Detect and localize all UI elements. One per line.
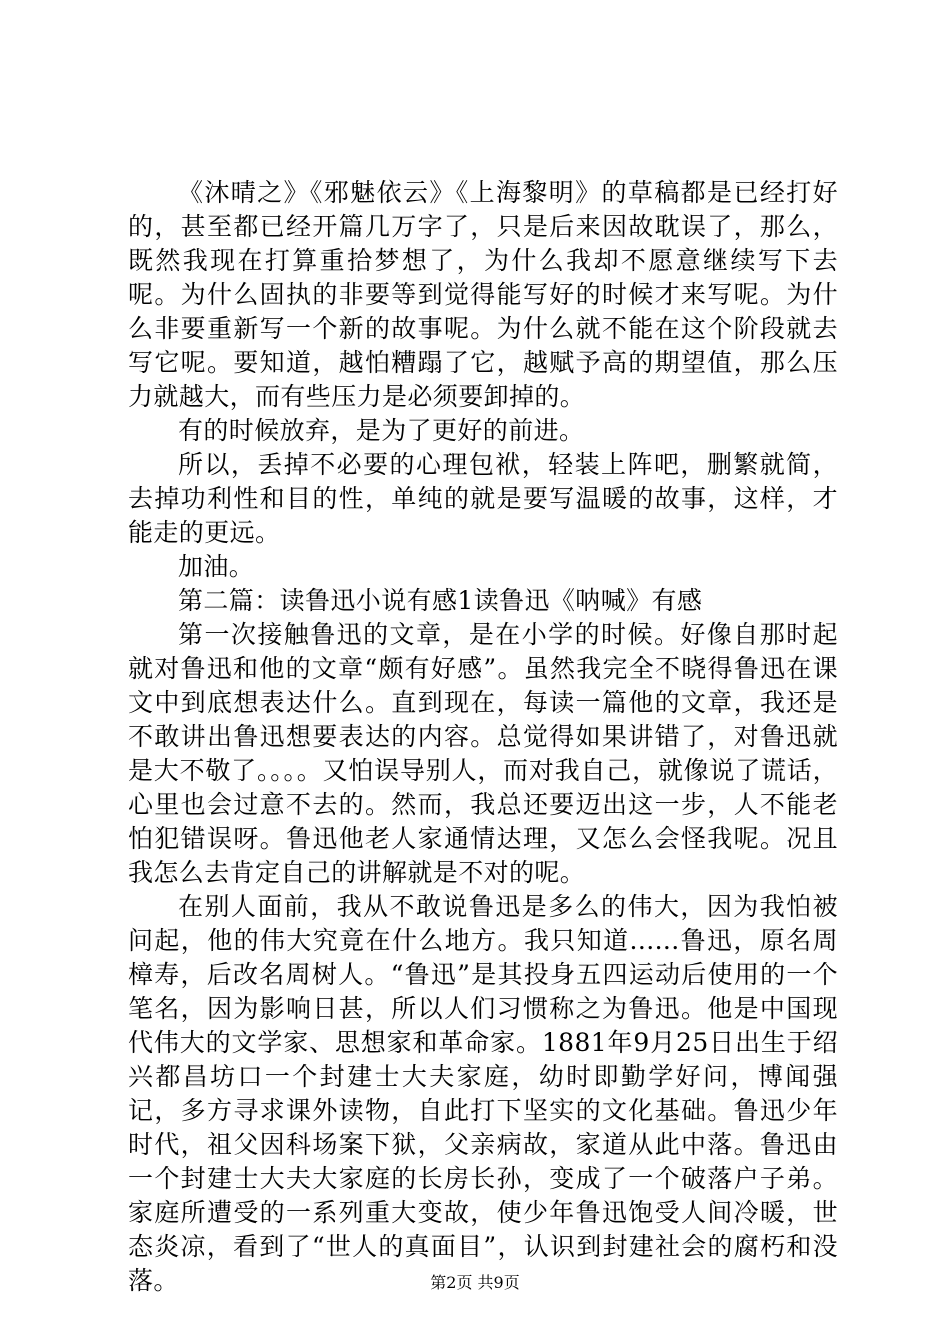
body-text	[128, 176, 838, 1298]
paragraph: 第一次接触鲁迅的文章，是在小学的时候。好像自那时起就对鲁迅和他的文章“颇有好感”。虽然我完全不晓得鲁迅在课文中到底想表达什么。直到现在，每读一篇他的文章，我还是不敢讲出鲁迅想要表达的内容。总觉得如果讲错了，对鲁迅就是大不敬了。。。。又怕误导别人，而对我自己，就像说了谎话，心里也会过意不去的。然而，我总还要迈出这一步，人不能老怕犯错误呀。鲁迅他老人家通情达理，又怎么会怪我呢。况且我怎么去肯定自己的讲解就是不对的呢。	[128, 620, 838, 887]
section-heading: 第二篇：读鲁迅小说有感1读鲁迅《呐喊》有感	[178, 586, 703, 615]
paragraph: 所以，丢掉不必要的心理包袱，轻装上阵吧，删繁就简，去掉功利性和目的性，单纯的就是要写温暖的故事，这样，才能走的更远。	[128, 450, 838, 547]
paragraph: 《沐晴之》《邪魅依云》《上海黎明》的草稿都是已经打好的，甚至都已经开篇几万字了，只是后来因故耽误了，那么，既然我现在打算重拾梦想了，为什么我却不愿意继续写下去呢。为什么固执的非要等到觉得能写好的时候才来写呢。为什么非要重新写一个新的故事呢。为什么就不能在这个阶段就去写它呢。要知道，越怕糟蹋了它，越赋予高的期望值，那么压力就越大，而有些压力是必须要卸掉的。	[128, 178, 838, 411]
paragraph: 有的时候放弃，是为了更好的前进。	[178, 416, 585, 445]
paragraph: 在别人面前，我从不敢说鲁迅是多么的伟大，因为我怕被问起，他的伟大究竟在什么地方。我只知道......鲁迅，原名周樟寿，后改名周树人。“鲁迅”是其投身五四运动后使用的一个笔名，因为影响日甚，所以人们习惯称之为鲁迅。他是中国现代伟大的文学家、思想家和革命家。1881年9月25日出生于绍兴都昌坊口一个封建士大夫家庭，幼时即勤学好问，博闻强记，多方寻求课外读物，自此打下坚实的文化基础。鲁迅少年时代，祖父因科场案下狱，父亲病故，家道从此中落。鲁迅由一个封建士大夫大家庭的长房长孙，变成了一个破落户子弟。家庭所遭受的一系列重大变故，使少年鲁迅饱受人间冷暖，世态炎凉，看到了“世人的真面目”，认识到封建社会的腐朽和没落。	[128, 892, 838, 1295]
page-footer: 第2页 共9页	[430, 1273, 520, 1292]
paragraph: 加油。	[178, 552, 255, 581]
